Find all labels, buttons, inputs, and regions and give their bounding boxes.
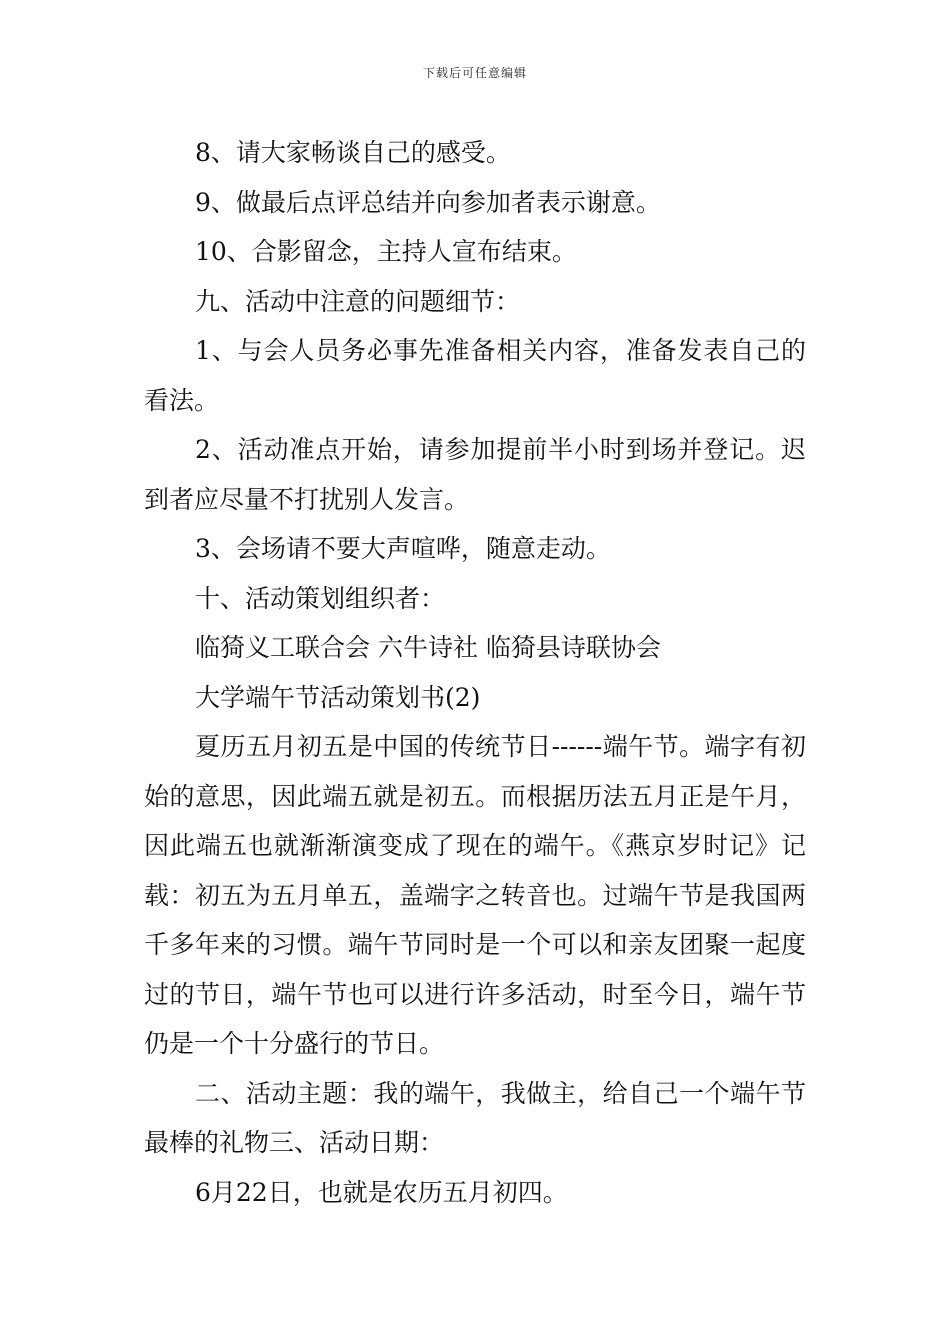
intro-paragraph: 夏历五月初五是中国的传统节日------端午节。端字有初始的意思，因此端五就是初五。而根据历法五月正是午月，因此端五也就渐渐演变成了现在的端午。《燕京岁时记》记载：初五为五月单五，盖端字之转音也。过端午节是我国两千多年来的习惯。端午节同时是一个可以和亲友团聚一起度过的节日，端午节也可以进行许多活动，时至今日，端午节仍是一个十分盛行的节日。 xyxy=(144,732,806,1058)
paragraph-item-8: 8、请大家畅谈自己的感受。 xyxy=(195,138,511,167)
paragraph-item-10: 10、合影留念，主持人宣布结束。 xyxy=(195,237,577,266)
organizers-line: 临猗义工联合会 六牛诗社 临猗县诗联协会 xyxy=(195,633,661,662)
section-heading-10: 十、活动策划组织者： xyxy=(195,583,446,613)
document-body xyxy=(144,128,806,1217)
theme-paragraph: 二、活动主题：我的端午，我做主，给自己一个端午节最棒的礼物三、活动日期： xyxy=(144,1078,806,1157)
page-header-note: 下载后可任意编辑 xyxy=(422,66,527,80)
paragraph-item-9: 9、做最后点评总结并向参加者表示谢意。 xyxy=(195,187,661,217)
document-title-2: 大学端午节活动策划书(2) xyxy=(195,682,481,712)
date-paragraph: 6月22日，也就是农历五月初四。 xyxy=(195,1177,568,1207)
paragraph-note-1: 1、与会人员务必事先准备相关内容，准备发表自己的看法。 xyxy=(144,336,806,415)
paragraph-note-2: 2、活动准点开始，请参加提前半小时到场并登记。迟到者应尽量不打扰别人发言。 xyxy=(144,435,806,514)
section-heading-9: 九、活动中注意的问题细节： xyxy=(195,286,521,316)
paragraph-note-3: 3、会场请不要大声喧哗，随意走动。 xyxy=(195,534,611,563)
